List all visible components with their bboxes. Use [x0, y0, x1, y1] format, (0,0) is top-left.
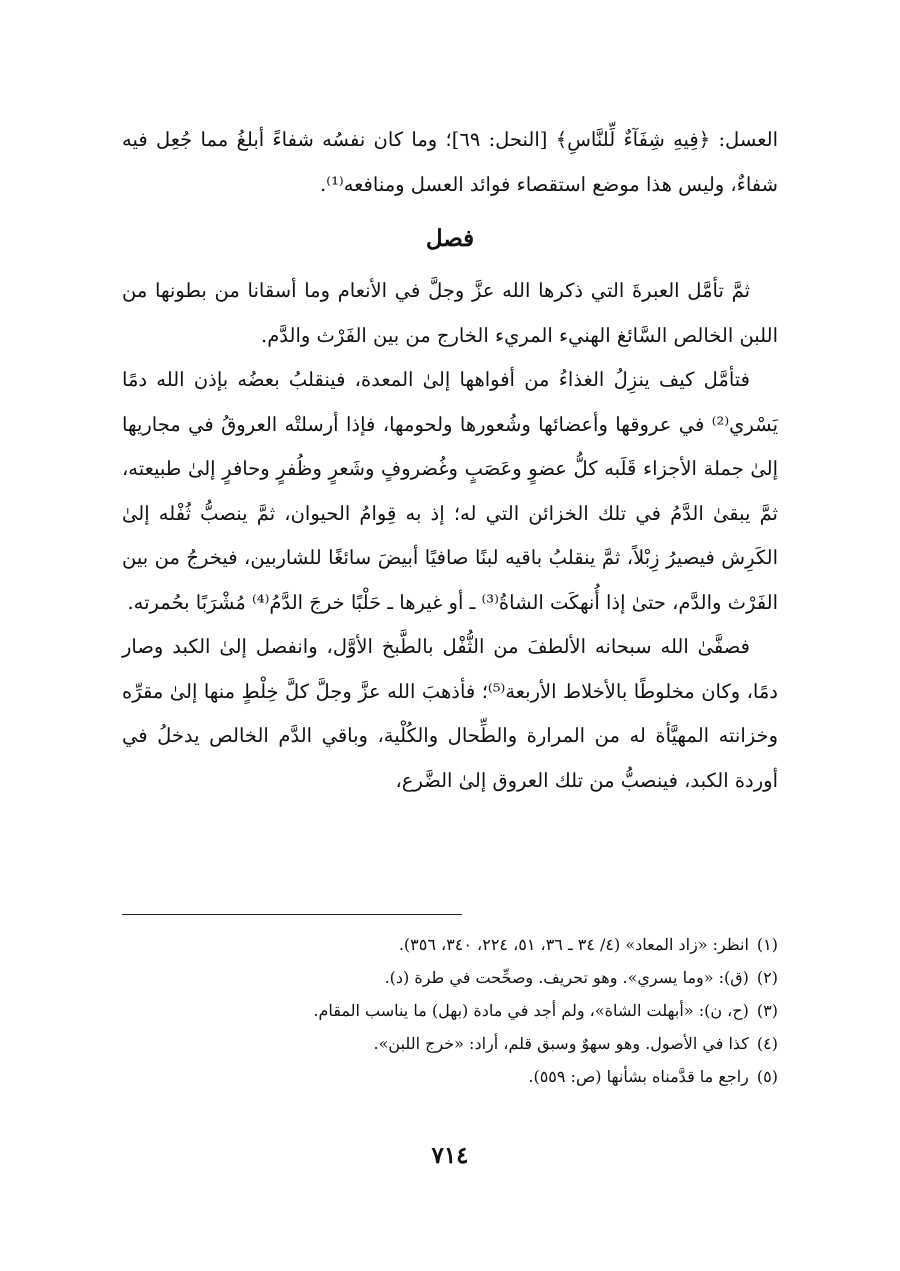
- footnote-divider: [122, 914, 462, 915]
- footnotes: [122, 928, 778, 1093]
- footnote: [122, 961, 778, 994]
- footnote-number: (١): [756, 935, 778, 954]
- footnote-text: انظر: «زاد المعاد» (٤/ ٣٤ ـ ٣٦، ٥١، ٢٢٤، ٣٤٠، ٣٥٦).: [398, 935, 749, 954]
- footnote-number: (٥): [756, 1067, 778, 1086]
- footnote: [122, 1060, 778, 1093]
- paragraph-3: فصفَّىٰ الله سبحانه الألطفَ من الثُّفْل بالطَّبخ الأوَّل، وانفصل إلىٰ الكبد وصار دمًا، وكان مخلوطًا بالأخلاط الأربعة⁽⁵⁾؛ فأذهبَ الله عزَّ وجلَّ كلَّ خِلْطٍ منها إلىٰ مقرِّه وخزانته المهيَّأة له من المرارة والطِّحال والكُلْية، وباقي الدَّم الخالص يدخلُ في أوردة الكبد، فينصبُّ من تلك العروق إلىٰ الضَّرع،: [122, 635, 778, 792]
- footnote: [122, 928, 778, 961]
- page-number: ٧١٤: [431, 1142, 469, 1169]
- footnote: [122, 994, 778, 1027]
- footnote-text: (ق): «وما يسري». وهو تحريف. وصحِّحت في طرة (د).: [384, 968, 749, 987]
- intro-paragraph: العسل: ﴿فِيهِ شِفَآءٌ لِّلنَّاسِ﴾ [النحل: ٦٩]؛ وما كان نفسُه شفاءً أبلغُ مما جُعِل فيه شفاءٌ، وليس هذا موضع استقصاء فوائد العسل ومنافعه⁽¹⁾.: [122, 128, 778, 196]
- paragraph-1: ثمَّ تأمَّل العبرةَ التي ذكرها الله عزَّ وجلَّ في الأنعام وما أسقانا من بطونها من اللبن الخالص السَّائغ الهنيء المريء الخارج من بين الفَرْث والدَّم.: [122, 279, 778, 347]
- footnote-text: كذا في الأصول. وهو سهوٌ وسبق قلم، أراد: «خرج اللبن».: [373, 1034, 749, 1053]
- footnote: [122, 1027, 778, 1060]
- paragraph-2: فتأمَّل كيف ينزِلُ الغذاءُ من أفواهها إلىٰ المعدة، فينقلبُ بعضُه بإذن الله دمًا يَسْري⁽²⁾ في عروقها وأعضائها وشُعورها ولحومها، فإذا أرسلتْه العروقُ في مجاريها إلىٰ جملة الأجزاء قَلَبه كلُّ عضوٍ وعَصَبٍ وغُضروفٍ وشَعرٍ وظُفرٍ وحافرٍ إلىٰ طبيعته، ثمَّ يبقىٰ الدَّمُ في تلك الخزائن التي له؛ إذ به قِوامُ الحيوان، ثمَّ ينصبُّ ثُفْله إلىٰ الكَرِش فيصيرُ زِبْلاً، ثمَّ ينقلبُ باقيه لبنًا صافيًا أبيضَ سائغًا للشاربين، فيخرجُ من بين الفَرْث والدَّم، حتىٰ إذا أُنهكَت الشاةُ⁽³⁾ ـ أو غيرها ـ حَلْبًا خرجَ الدَّمُ⁽⁴⁾ مُشْرَبًا بحُمرته.: [122, 368, 778, 614]
- section-title: فصل: [425, 225, 475, 252]
- footnote-number: (٢): [756, 968, 778, 987]
- main-text: [122, 118, 778, 803]
- footnote-text: راجع ما قدَّمناه بشأنها (ص: ٥٥٩).: [528, 1067, 749, 1086]
- footnote-number: (٤): [756, 1034, 778, 1053]
- footnote-text: (ح، ن): «أبهلت الشاة»، ولم أجد في مادة (بهل) ما يناسب المقام.: [313, 1001, 749, 1020]
- footnote-number: (٣): [756, 1001, 778, 1020]
